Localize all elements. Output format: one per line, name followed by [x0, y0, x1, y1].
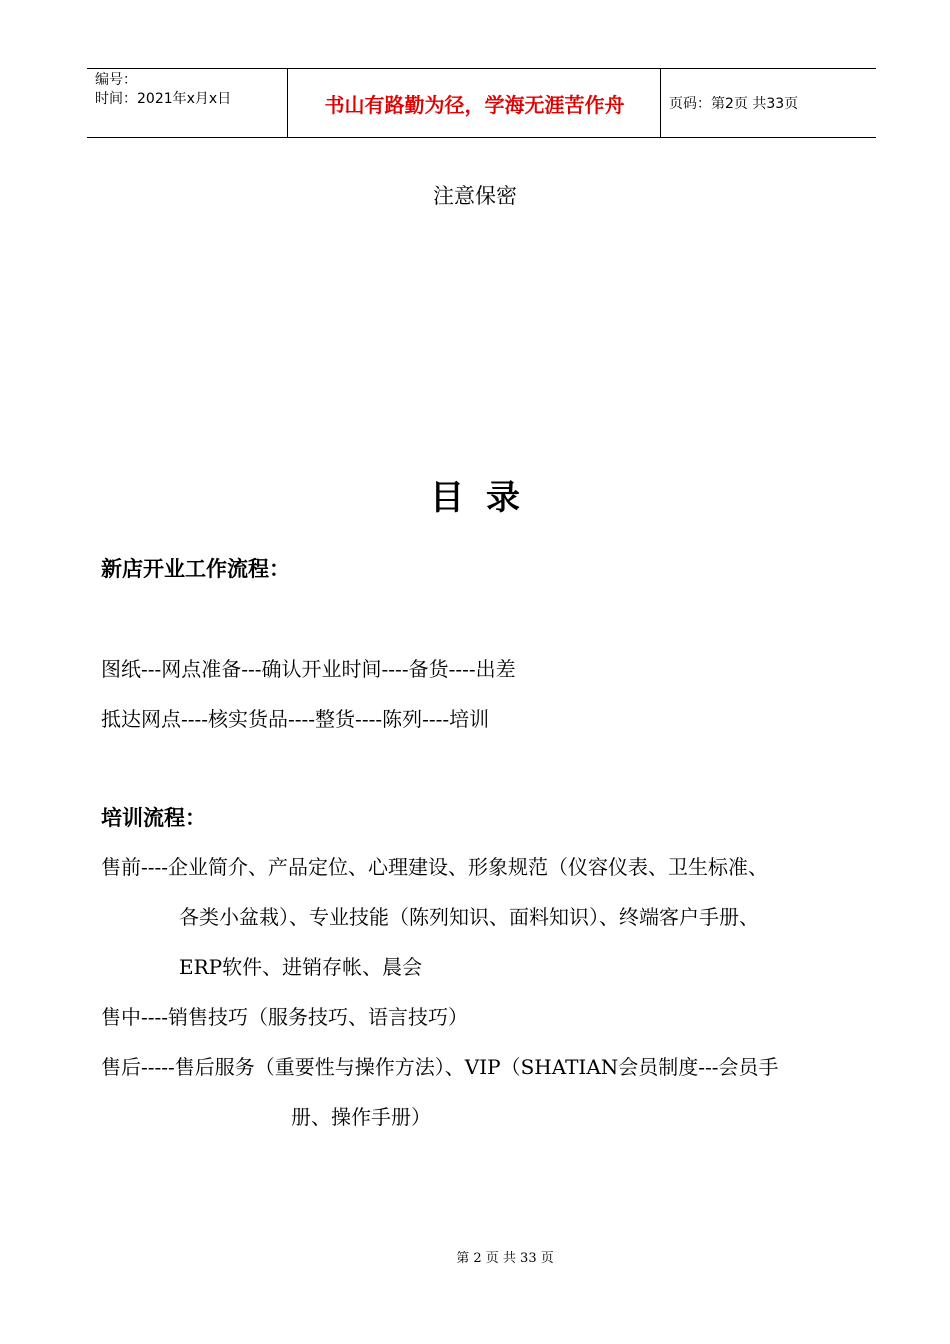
aftersale-line: 册、操作手册） [291, 1105, 431, 1129]
training-process-heading: 培训流程： [101, 805, 206, 830]
presale-line: 各类小盆栽）、专业技能（陈列知识、面料知识）、终端客户手册、 [179, 905, 759, 929]
header-page-info: 页码：第2页 共33页 [669, 96, 799, 112]
insale-line: 售中----销售技巧（服务技巧、语言技巧） [101, 1005, 469, 1029]
header-table [87, 68, 876, 138]
header-motto: 书山有路勤为径，学海无涯苦作舟 [324, 92, 625, 117]
page-footer: 第 2 页 共 33 页 [456, 1251, 554, 1266]
presale-line: ERP软件、进销存帐、晨会 [179, 955, 423, 979]
number-label: 编号： [95, 72, 137, 88]
header-meta [95, 71, 231, 109]
time-label: 时间：2021年x月x日 [95, 91, 232, 107]
toc-title: 目录 [430, 478, 542, 518]
opening-process-line: 抵达网点----核实货品----整货----陈列----培训 [101, 707, 490, 731]
opening-process-line: 图纸---网点准备---确认开业时间----备货----出差 [101, 657, 516, 681]
aftersale-line: 售后-----售后服务（重要性与操作方法）、VIP（SHATIAN会员制度---会员手 [101, 1055, 779, 1079]
confidential-notice: 注意保密 [433, 184, 517, 208]
opening-process-heading: 新店开业工作流程： [101, 556, 290, 581]
presale-line: 售前----企业简介、产品定位、心理建设、形象规范（仪容仪表、卫生标准、 [101, 855, 769, 879]
